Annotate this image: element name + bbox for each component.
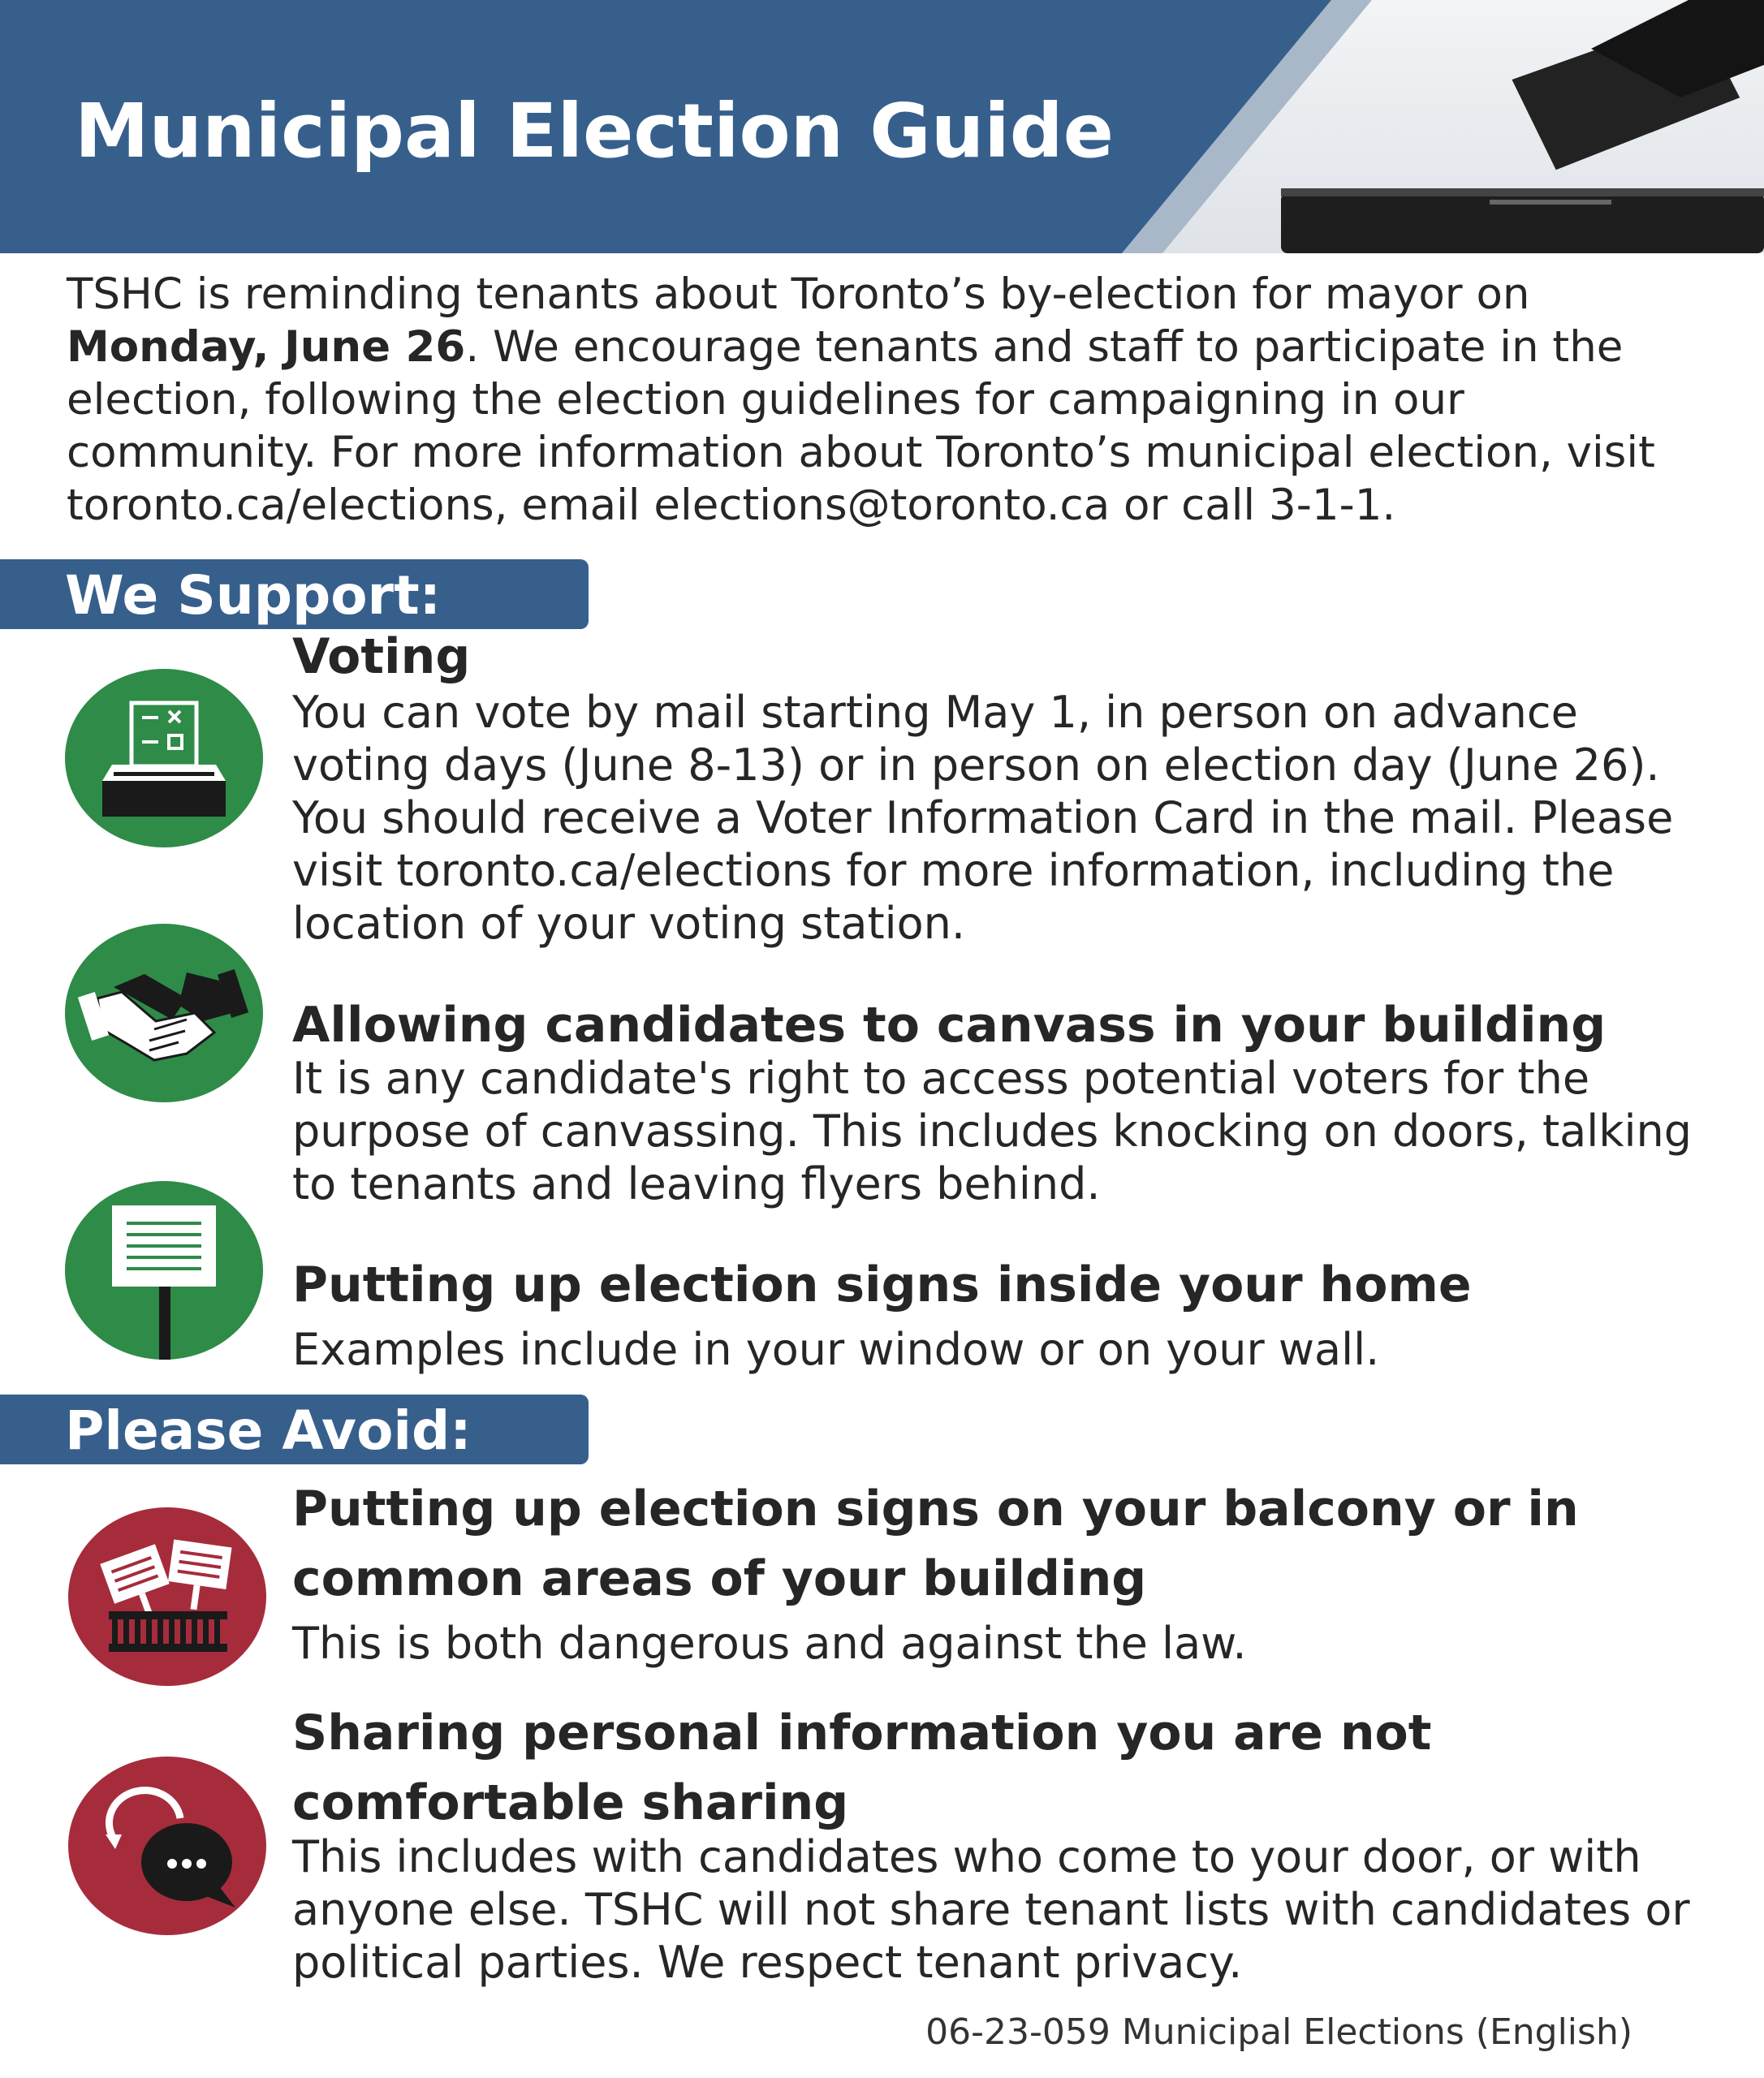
voting-title: Voting: [292, 628, 471, 685]
page-title: Municipal Election Guide: [75, 88, 1115, 175]
election-date: Monday, June 26: [67, 322, 466, 372]
header-banner: [0, 0, 1764, 253]
personal-info-text: This includes with candidates who come to your door, or with anyone else. TSHC will not share tenant lists with candidates or political parties. We respect tenant privacy.: [292, 1831, 1690, 1988]
balcony-signs-title: Putting up election signs on your balcony or in common areas of your building: [292, 1481, 1579, 1607]
intro-text-end: . We encourage tenants and staff to participate in the election, following the election guidelines for campaigning in our community. For more information about Toronto’s municipal election, visit toronto.ca/elections, email elections@toronto.ca or call 3-1-1.: [67, 322, 1655, 530]
handshake-icon: [65, 924, 263, 1102]
personal-info-title: Sharing personal information you are not comfortable sharing: [292, 1705, 1432, 1831]
balcony-signs-icon: [68, 1507, 266, 1686]
intro-text-start: TSHC is reminding tenants about Toronto’s by-election for mayor on: [67, 269, 1530, 319]
signs-inside-text: Examples include in your window or on your wall.: [292, 1324, 1380, 1375]
ballot-box-icon: [65, 669, 263, 847]
yard-sign-icon: [65, 1181, 263, 1360]
signs-inside-title: Putting up election signs inside your home: [292, 1257, 1472, 1313]
we-support-heading-bar: [0, 559, 589, 629]
speech-bubbles-icon: [68, 1757, 266, 1935]
please-avoid-heading-bar: [0, 1395, 589, 1464]
document-code: 06-23-059 Municipal Elections (English): [925, 2011, 1632, 2053]
voting-text: You can vote by mail starting May 1, in person on advance voting days (June 8-13) or in person on election day (June 26). You should receive a Voter Information Card in the mail. Please visit toronto.ca/elections for more information, including the location of your voting station.: [292, 687, 1674, 949]
intro-paragraph: [67, 268, 1723, 532]
balcony-signs-text: This is both dangerous and against the law.: [292, 1618, 1247, 1669]
we-support-heading: We Support:: [65, 564, 442, 627]
canvass-title: Allowing candidates to canvass in your building: [292, 997, 1607, 1054]
please-avoid-heading: Please Avoid:: [65, 1399, 472, 1462]
canvass-text: It is any candidate's right to access potential voters for the purpose of canvassing. This includes knocking on doors, talking to tenants and leaving flyers behind.: [292, 1053, 1693, 1209]
